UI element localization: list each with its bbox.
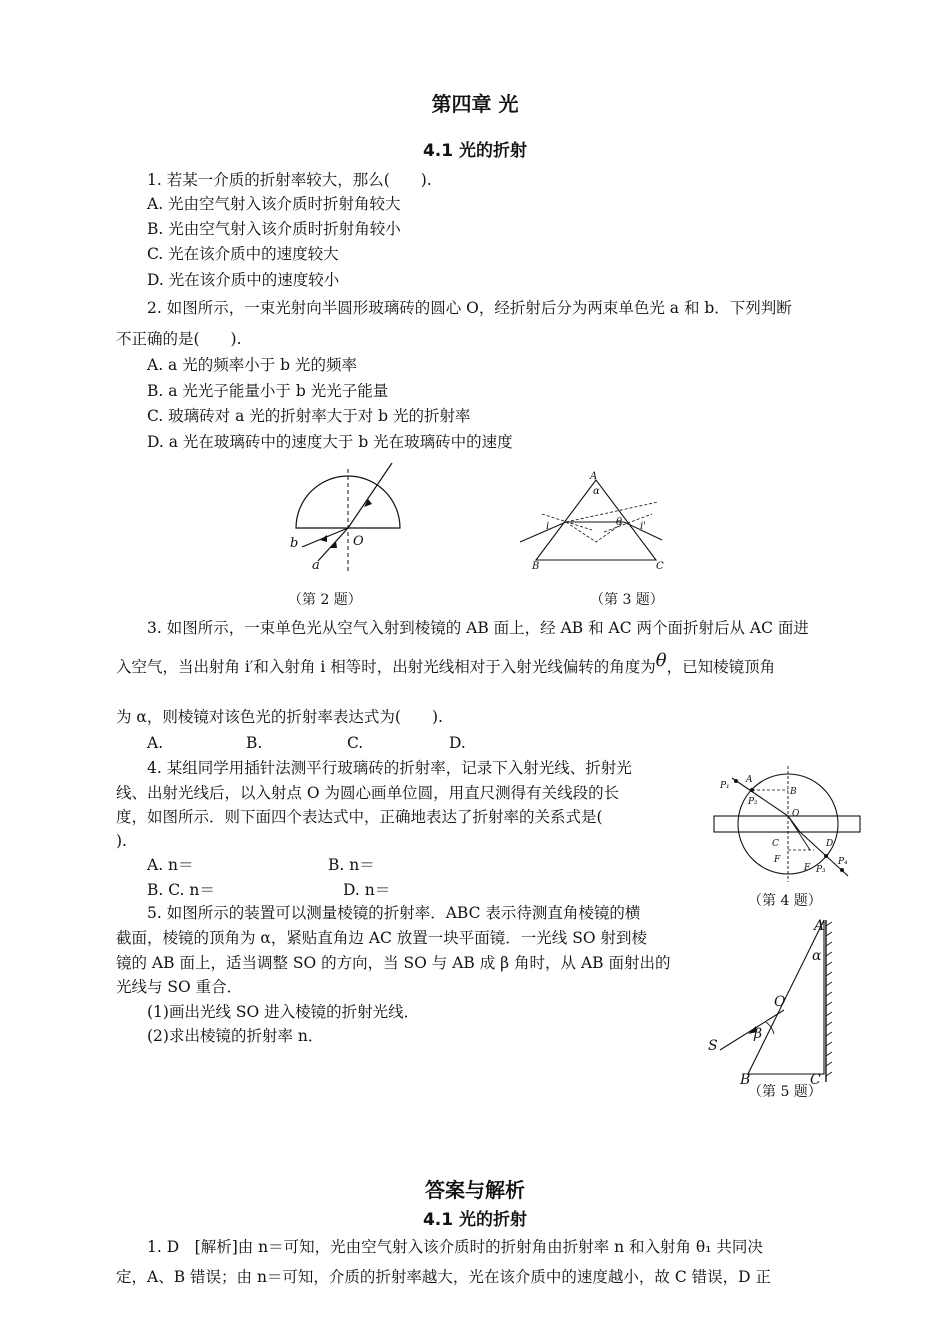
fig4-label-c: C (772, 839, 779, 849)
q4-option-b: B. n＝ (328, 856, 375, 874)
q3-option-a: A. (147, 734, 164, 752)
fig4-label-p3: P₃ (816, 865, 826, 875)
q3-line2-end: ，已知棱镜顶角 (666, 658, 776, 676)
fig4-label-p2: P₂ (748, 797, 758, 807)
q4-option-d: D. n＝ (343, 881, 391, 899)
q3-line3: 为 α，则棱镜对该色光的折射率表达式为( ). (116, 708, 443, 726)
figure-5-prism-mirror-diagram (700, 912, 840, 1088)
q4-line3: 度，如图所示．则下面四个表达式中，正确地表达了折射率的关系式是( (116, 808, 603, 826)
q1-stem: 1. 若某一介质的折射率较大，那么( ). (147, 171, 432, 189)
q5-line2: 截面，棱镜的顶角为 α，紧贴直角边 AC 放置一块平面镜．一光线 SO 射到棱 (116, 929, 647, 947)
fig3-label-a: A (590, 471, 598, 482)
fig3-label-c: C (656, 561, 664, 572)
fig3-label-i-prime: i' (640, 521, 646, 532)
q1-option-a: A. 光由空气射入该介质时折射角较大 (147, 195, 401, 213)
q4-option-a: A. n＝ (147, 856, 194, 874)
q5-sub2: (2)求出棱镜的折射率 n． (147, 1027, 324, 1045)
fig3-label-i: i (546, 521, 550, 532)
fig4-label-f: F (774, 855, 781, 865)
q2-stem-line1: 2. 如图所示，一束光射向半圆形玻璃砖的圆心 O，经折射后分为两束单色光 a 和 b．下列判断 (147, 299, 792, 317)
answer-line1: 1. D [解析]由 n＝可知，光由空气射入该介质时的折射角由折射率 n 和入射角 θ₁ 共同决 (147, 1238, 763, 1256)
fig2-label-b: b (290, 536, 299, 551)
figure-4-caption: （第 4 题） (748, 893, 822, 909)
q2-option-c: C. 玻璃砖对 a 光的折射率大于对 b 光的折射率 (147, 407, 471, 425)
fig3-label-b: B (532, 561, 540, 572)
q4-option-c: B. C. n＝ (147, 881, 215, 899)
figure-3-caption: （第 3 题） (590, 592, 664, 608)
figure-2-caption: （第 2 题） (288, 592, 362, 608)
fig3-label-alpha: α (593, 486, 600, 497)
q3-option-d: D. (449, 734, 466, 752)
figure-2-semicircle-diagram (280, 455, 410, 575)
q3-option-c: C. (347, 734, 364, 752)
answer-title: 答案与解析 (425, 1178, 525, 1202)
q3-option-b: B. (246, 734, 263, 752)
chapter-title: 第四章 光 (431, 92, 519, 116)
q1-option-b: B. 光由空气射入该介质时折射角较小 (147, 220, 401, 238)
q3-line2-text: 入空气，当出射角 i′和入射角 i 相等时，出射光线相对于入射光线偏转的角度为 (116, 658, 656, 676)
fig4-label-b: B (790, 787, 797, 797)
answer-line2: 定，A、B 错误；由 n＝可知，介质的折射率越大，光在该介质中的速度越小，故 C 错误，D 正 (116, 1268, 771, 1286)
fig4-label-d: D (826, 839, 834, 849)
fig5-label-o: O (774, 994, 786, 1010)
q2-option-b: B. a 光光子能量小于 b 光光子能量 (147, 382, 389, 400)
q3-line2 (116, 650, 776, 679)
q5-line4: 光线与 SO 重合． (116, 978, 243, 996)
section-title: 4.1 光的折射 (422, 141, 528, 161)
fig5-label-a: A (814, 918, 825, 934)
q5-line3: 镜的 AB 面上，适当调整 SO 的方向，当 SO 与 AB 成 β 角时，从 AB 面射出的 (116, 954, 671, 972)
figure-3-prism-diagram (512, 470, 672, 574)
q1-option-d: D. 光在该介质中的速度较小 (147, 271, 340, 289)
fig4-label-p4: P₄ (838, 857, 848, 867)
fig2-label-a: a (312, 558, 320, 573)
fig2-label-o: O (353, 534, 364, 549)
q4-line2: 线、出射光线后，以入射点 O 为圆心画单位圆，用直尺测得有关线段的长 (116, 784, 620, 802)
q2-stem-line2: 不正确的是( ). (116, 330, 242, 348)
fig4-label-p1: P₁ (720, 781, 730, 791)
fig5-label-c: C (810, 1072, 821, 1088)
q1-option-c: C. 光在该介质中的速度较大 (147, 245, 339, 263)
fig4-label-o: O (792, 809, 800, 819)
q4-line1: 4. 某组同学用插针法测平行玻璃砖的折射率，记录下入射光线、折射光 (147, 759, 632, 777)
q5-line1: 5. 如图所示的装置可以测量棱镜的折射率．ABC 表示待测直角棱镜的横 (147, 904, 641, 922)
q2-option-a: A. a 光的频率小于 b 光的频率 (147, 356, 357, 374)
q4-line4: ). (116, 832, 127, 850)
fig3-label-theta: θ (616, 517, 623, 528)
fig4-label-a: A (746, 775, 753, 785)
q3-theta-symbol: θ (655, 650, 667, 671)
q5-sub1: (1)画出光线 SO 进入棱镜的折射光线． (147, 1003, 420, 1021)
fig4-label-e: E (804, 863, 811, 873)
figure-4-slab-circle-diagram (708, 758, 866, 886)
q3-line1: 3. 如图所示，一束单色光从空气入射到棱镜的 AB 面上，经 AB 和 AC 两个面折射后从 AC 面进 (147, 619, 809, 637)
fig5-label-b: B (740, 1072, 751, 1088)
figure-5-caption: （第 5 题） (748, 1084, 822, 1100)
answer-section-title: 4.1 光的折射 (422, 1210, 528, 1230)
fig5-label-beta: β (754, 1026, 763, 1042)
fig5-label-alpha: α (812, 948, 822, 964)
q2-option-d: D. a 光在玻璃砖中的速度大于 b 光在玻璃砖中的速度 (147, 433, 513, 451)
fig5-label-s: S (708, 1038, 718, 1054)
